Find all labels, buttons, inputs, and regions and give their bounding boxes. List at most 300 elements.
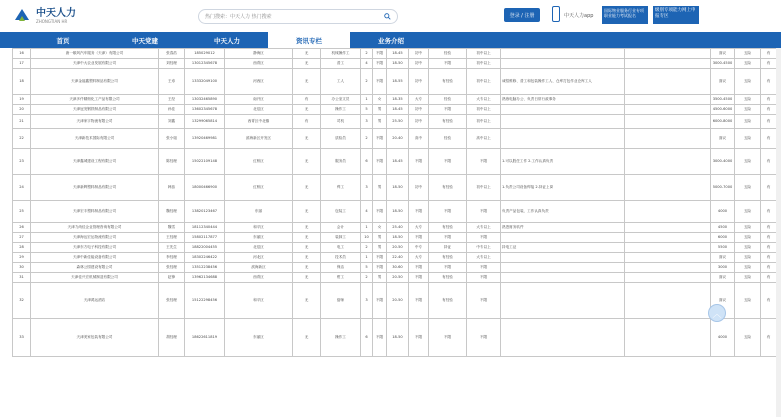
table-cell-contact: 魏经理 xyxy=(159,201,185,223)
table-cell-no: 21 xyxy=(13,115,31,129)
table-cell-num: 3 xyxy=(361,115,373,129)
table-cell-req: 大专以上 xyxy=(467,253,501,263)
table-cell-job: 办公室文员 xyxy=(321,95,361,105)
table-cell-num: 3 xyxy=(361,175,373,201)
table-cell-desc xyxy=(501,253,625,263)
table-cell-exp: 经验 xyxy=(429,95,467,105)
table-row xyxy=(13,95,777,105)
table-cell-yes: 有 xyxy=(761,95,777,105)
table-cell-phone: 18000466900 xyxy=(185,175,225,201)
main-nav xyxy=(0,32,781,48)
table-cell-blank xyxy=(625,243,711,253)
table-cell-pay: 面议 xyxy=(711,253,735,263)
table-cell-sex: 不限 xyxy=(373,283,387,319)
table-cell-desc xyxy=(501,233,625,243)
table-cell-phone: 15122298456 xyxy=(185,283,225,319)
table-cell-flag: 无 xyxy=(293,59,321,69)
table-cell-addr: 西青区 xyxy=(225,273,293,283)
table-cell-job: 厨师 xyxy=(321,283,361,319)
nav-business[interactable]: 业务介绍 xyxy=(378,36,404,45)
table-row xyxy=(13,283,777,319)
search-icon[interactable] xyxy=(384,13,391,20)
table-row xyxy=(13,263,777,273)
table-cell-age: 18-45 xyxy=(387,105,409,115)
table-cell-desc xyxy=(501,283,625,319)
table-cell-exp: 经验 xyxy=(429,129,467,149)
table-cell-pay: 面议 xyxy=(711,69,735,95)
table-cell-age: 18-45 xyxy=(387,149,409,175)
table-cell-job: 包装工 xyxy=(321,201,361,223)
table-cell-flag2: 五险 xyxy=(735,273,761,283)
table-cell-job: 焊工 xyxy=(321,175,361,201)
table-cell-req: 初中以上 xyxy=(467,105,501,115)
table-cell-sex: 不限 xyxy=(373,49,387,59)
table-cell-flag2: 五险 xyxy=(735,49,761,59)
site-logo[interactable] xyxy=(12,6,122,26)
table-cell-yes: 有 xyxy=(761,319,777,357)
table-cell-num: 4 xyxy=(361,201,373,223)
table-cell-num: 2 xyxy=(361,273,373,283)
exam-banner[interactable]: 国际物业服务行业专项职业能力考试报名 xyxy=(602,6,648,24)
table-cell-exp: 有经验 xyxy=(429,69,467,95)
table-cell-company: 天津多仟精细化工产品有限公司 xyxy=(31,95,159,105)
table-cell-exp: 不限 xyxy=(429,201,467,223)
table-cell-edu: 高中 xyxy=(409,129,429,149)
table-cell-addr: 东丽区 xyxy=(225,319,293,357)
table-cell-phone: 185029012 xyxy=(185,49,225,59)
table-cell-exp: 有经验 xyxy=(429,253,467,263)
table-cell-sex: 男 xyxy=(373,273,387,283)
table-cell-addr: 河北区 xyxy=(225,253,293,263)
table-cell-flag2: 五险 xyxy=(735,95,761,105)
table-cell-pay: 3000-4000 xyxy=(711,149,735,175)
table-cell-edu: 中专 xyxy=(409,243,429,253)
table-row xyxy=(13,115,777,129)
table-row xyxy=(13,201,777,223)
table-cell-job: 质检员 xyxy=(321,129,361,149)
table-cell-sex: 不限 xyxy=(373,59,387,69)
table-row xyxy=(13,49,777,59)
table-cell-exp: 有经验 xyxy=(429,273,467,283)
table-cell-sex: 不限 xyxy=(373,129,387,149)
table-cell-no: 28 xyxy=(13,243,31,253)
table-cell-job: 服务员 xyxy=(321,149,361,175)
table-cell-req: 不限 xyxy=(467,233,501,243)
table-cell-flag2: 五险 xyxy=(735,283,761,319)
table-cell-no: 29 xyxy=(13,253,31,263)
table-row xyxy=(13,175,777,201)
table-cell-contact: 张经理 xyxy=(159,283,185,319)
table-cell-req: 初中以上 xyxy=(467,49,501,59)
table-cell-no: 20 xyxy=(13,105,31,115)
table-cell-phone: 13032465890 xyxy=(185,95,225,105)
table-cell-blank xyxy=(625,105,711,115)
table-cell-blank xyxy=(625,115,711,129)
table-cell-pay: 5000-7000 xyxy=(711,175,735,201)
table-cell-addr: 西青区中北镇 xyxy=(225,115,293,129)
table-cell-exp: 有经验 xyxy=(429,175,467,201)
table-cell-pay: 3000 xyxy=(711,263,735,273)
table-cell-blank xyxy=(625,59,711,69)
table-cell-yes: 有 xyxy=(761,59,777,69)
table-cell-sex: 男 xyxy=(373,243,387,253)
table-cell-sex: 不限 xyxy=(373,263,387,273)
table-cell-blank xyxy=(625,69,711,95)
table-cell-company: 天津佳兴宏机械制造有限公司 xyxy=(31,273,159,283)
table-cell-edu: 大专 xyxy=(409,223,429,233)
table-cell-flag2: 五险 xyxy=(735,201,761,223)
table-cell-num: 1 xyxy=(361,95,373,105)
table-cell-company: 天津新辉塑料制品有限公司 xyxy=(31,175,159,201)
table-cell-job: 司机 xyxy=(321,115,361,129)
table-cell-num: 1 xyxy=(361,223,373,233)
table-cell-desc: 1.负责公司设备焊接 2.持证上岗 xyxy=(501,175,625,201)
table-cell-blank xyxy=(625,175,711,201)
table-cell-desc xyxy=(501,49,625,59)
table-cell-contact: 李经理 xyxy=(159,253,185,263)
table-cell-yes: 有 xyxy=(761,233,777,243)
table-row xyxy=(13,59,777,69)
table-cell-company: 天津鸿运酒店 xyxy=(31,283,159,319)
table-cell-addr: 西青区 xyxy=(225,59,293,69)
table-cell-pay: 4000 xyxy=(711,319,735,357)
table-cell-blank xyxy=(625,319,711,357)
table-cell-req: 不限 xyxy=(467,149,501,175)
table-cell-desc: 熟悉财务软件 xyxy=(501,223,625,233)
job-table xyxy=(12,48,776,357)
table-cell-age: 20-50 xyxy=(387,273,409,283)
table-cell-no: 22 xyxy=(13,129,31,149)
table-cell-exp: 有经验 xyxy=(429,115,467,129)
table-cell-flag2: 五险 xyxy=(735,243,761,253)
table-cell-num: 5 xyxy=(361,263,373,273)
table-cell-age: 18-55 xyxy=(387,69,409,95)
table-cell-contact: 魏雪 xyxy=(159,223,185,233)
table-cell-flag: 无 xyxy=(293,243,321,253)
table-cell-company: 天津家宇物流有限公司 xyxy=(31,115,159,129)
table-cell-edu: 不限 xyxy=(409,149,429,175)
table-cell-flag: 无 xyxy=(293,49,321,59)
table-cell-phone: 13012345678 xyxy=(185,59,225,69)
table-cell-num: 6 xyxy=(361,319,373,357)
table-cell-sex: 女 xyxy=(373,223,387,233)
table-cell-pay: 面议 xyxy=(711,49,735,59)
table-cell-age: 20-50 xyxy=(387,243,409,253)
table-cell-yes: 有 xyxy=(761,105,777,115)
table-cell-exp: 有经验 xyxy=(429,223,467,233)
table-cell-pay: 3000-4500 xyxy=(711,59,735,69)
table-cell-blank xyxy=(625,273,711,283)
table-cell-age: 22-40 xyxy=(387,253,409,263)
table-cell-blank xyxy=(625,129,711,149)
table-cell-job: 保洁 xyxy=(321,263,361,273)
table-cell-num: 5 xyxy=(361,105,373,115)
table-cell-age: 25-40 xyxy=(387,223,409,233)
table-cell-desc: 诚招维修、普工和包装操作工人、仓库打包作业仓库工人 xyxy=(501,69,625,95)
table-cell-no: 16 xyxy=(13,49,31,59)
table-cell-yes: 有 xyxy=(761,201,777,223)
table-cell-flag: 无 xyxy=(293,105,321,115)
table-cell-flag2: 五险 xyxy=(735,233,761,243)
table-cell-no: 33 xyxy=(13,319,31,357)
table-cell-contact: 张经理 xyxy=(159,263,185,273)
table-cell-exp: 不限 xyxy=(429,233,467,243)
table-cell-no: 27 xyxy=(13,233,31,243)
nav-home[interactable]: 首页 xyxy=(56,36,70,45)
table-cell-contact: 张小姐 xyxy=(159,129,185,149)
table-cell-num: 2 xyxy=(361,243,373,253)
table-cell-edu: 初中 xyxy=(409,69,429,95)
table-cell-phone: 13962134688 xyxy=(185,273,225,283)
table-cell-contact: 张春浩 xyxy=(159,49,185,59)
table-cell-req: 初中以上 xyxy=(467,175,501,201)
table-cell-contact: 王寿 xyxy=(159,69,185,95)
table-cell-flag: 无 xyxy=(293,201,321,223)
table-cell-age: 18-35 xyxy=(387,95,409,105)
table-cell-flag2: 五险 xyxy=(735,105,761,115)
table-cell-job: 装卸工 xyxy=(321,233,361,243)
table-cell-job: 操作工 xyxy=(321,105,361,115)
table-cell-req: 大专以上 xyxy=(467,223,501,233)
table-cell-desc: 熟练电脑办公、负责日常行政事务 xyxy=(501,95,625,105)
table-row xyxy=(13,105,777,115)
logo-text: 中天人力 xyxy=(36,8,76,19)
nav-news[interactable]: 资讯专栏 xyxy=(268,32,350,48)
table-cell-edu: 不限 xyxy=(409,283,429,319)
table-cell-yes: 有 xyxy=(761,115,777,129)
table-row xyxy=(13,253,777,263)
page-scrollbar[interactable] xyxy=(776,48,781,417)
search-input[interactable]: 热门搜索：中天人力 热门搜索 xyxy=(205,14,272,20)
table-cell-yes: 有 xyxy=(761,273,777,283)
table-cell-desc xyxy=(501,273,625,283)
table-cell-no: 19 xyxy=(13,95,31,105)
table-cell-exp: 有经验 xyxy=(429,283,467,319)
table-cell-sex: 不限 xyxy=(373,149,387,175)
table-cell-phone: 18112340444 xyxy=(185,223,225,233)
table-cell-req: 不限 xyxy=(467,201,501,223)
job-table-container[interactable] xyxy=(12,48,776,417)
table-cell-company: 天津宏丰塑料制品有限公司 xyxy=(31,201,159,223)
table-cell-no: 24 xyxy=(13,175,31,201)
table-cell-flag2: 五险 xyxy=(735,263,761,273)
table-cell-blank xyxy=(625,283,711,319)
table-cell-pay: 面议 xyxy=(711,129,735,149)
table-cell-desc: 1.可以胜任工作 2.工作认真负责 xyxy=(501,149,625,175)
table-cell-flag: 无 xyxy=(293,253,321,263)
phone-icon[interactable] xyxy=(552,6,560,22)
table-cell-company: 天津东方电子科技有限公司 xyxy=(31,243,159,253)
table-cell-addr: 红桥区 xyxy=(225,149,293,175)
table-cell-desc: 持电工证 xyxy=(501,243,625,253)
table-cell-desc xyxy=(501,105,625,115)
table-cell-edu: 不限 xyxy=(409,263,429,273)
table-cell-age: 18-50 xyxy=(387,59,409,69)
table-cell-age: 18-50 xyxy=(387,233,409,243)
table-cell-contact: 王先生 xyxy=(159,243,185,253)
table-cell-addr: 滨海新区开发区 xyxy=(225,129,293,149)
table-cell-addr: 红桥区 xyxy=(225,175,293,201)
table-cell-job: 电工 xyxy=(321,243,361,253)
table-cell-job: 技术员 xyxy=(321,253,361,263)
table-cell-yes: 有 xyxy=(761,283,777,319)
table-cell-edu: 初中 xyxy=(409,175,429,201)
table-cell-edu: 初中 xyxy=(409,49,429,59)
table-cell-flag: 无 xyxy=(293,273,321,283)
table-cell-flag: 无 xyxy=(293,129,321,149)
table-cell-age: 20-40 xyxy=(387,129,409,149)
table-cell-req: 初中以上 xyxy=(467,69,501,95)
table-cell-exp: 经验 xyxy=(429,49,467,59)
table-cell-phone: 13512238456 xyxy=(185,263,225,273)
table-cell-job: 机械操作工 xyxy=(321,49,361,59)
table-cell-addr: 和平区 xyxy=(225,223,293,233)
table-cell-phone: 13299065814 xyxy=(185,115,225,129)
table-cell-no: 26 xyxy=(13,223,31,233)
table-cell-company: 天津力尚佳企业管理咨询有限公司 xyxy=(31,223,159,233)
table-cell-addr: 和平区 xyxy=(225,283,293,319)
application-banner[interactable]: 级别专项能力网上申报专区 xyxy=(653,6,699,24)
table-cell-pay: 6000 xyxy=(711,233,735,243)
table-row xyxy=(13,129,777,149)
table-cell-sex: 不限 xyxy=(373,253,387,263)
table-cell-flag: 无 xyxy=(293,263,321,273)
app-label[interactable]: 中天人力app xyxy=(564,13,594,19)
table-cell-phone: 13332049100 xyxy=(185,69,225,95)
table-cell-flag2: 五险 xyxy=(735,175,761,201)
table-cell-contact: 陈经理 xyxy=(159,149,185,175)
table-cell-no: 18 xyxy=(13,69,31,95)
table-cell-phone: 18822004455 xyxy=(185,243,225,253)
table-cell-job: 钳工 xyxy=(321,273,361,283)
table-cell-no: 31 xyxy=(13,273,31,283)
table-cell-pay: 4000 xyxy=(711,201,735,223)
table-cell-blank xyxy=(625,253,711,263)
table-cell-addr: 东丽区 xyxy=(225,233,293,243)
table-cell-sex: 女 xyxy=(373,95,387,105)
table-cell-req: 不限 xyxy=(467,319,501,357)
login-button[interactable]: 登录 / 注册 xyxy=(504,8,540,22)
table-cell-num: 1 xyxy=(361,253,373,263)
table-cell-pay: 面议 xyxy=(711,273,735,283)
table-cell-age: 20-50 xyxy=(387,283,409,319)
table-cell-addr: 北辰区 xyxy=(225,243,293,253)
table-cell-no: 17 xyxy=(13,59,31,69)
table-cell-edu: 大专 xyxy=(409,253,429,263)
nav-hr[interactable]: 中天人力 xyxy=(214,36,240,45)
table-cell-job: 会计 xyxy=(321,223,361,233)
table-cell-age: 18-45 xyxy=(387,49,409,59)
back-to-top-button[interactable] xyxy=(708,304,726,322)
table-cell-req: 不限 xyxy=(467,273,501,283)
table-cell-phone: 15022109148 xyxy=(185,149,225,175)
table-cell-contact: 王经 xyxy=(159,95,185,105)
table-cell-exp: 不限 xyxy=(429,319,467,357)
table-cell-no: 23 xyxy=(13,149,31,175)
table-cell-contact: 韩蕊 xyxy=(159,175,185,201)
table-cell-contact: 赵锋 xyxy=(159,273,185,283)
table-cell-flag2: 五险 xyxy=(735,149,761,175)
table-cell-exp: 不限 xyxy=(429,149,467,175)
table-cell-flag2: 五险 xyxy=(735,319,761,357)
table-cell-blank xyxy=(625,95,711,105)
table-cell-contact: 王经理 xyxy=(159,233,185,243)
table-cell-yes: 有 xyxy=(761,263,777,273)
table-cell-desc: 负责产品包装，工作认真负责 xyxy=(501,201,625,223)
table-cell-job: 操作工 xyxy=(321,319,361,357)
job-table-body xyxy=(13,49,777,357)
table-cell-pay: 5500 xyxy=(711,243,735,253)
table-cell-addr: 东丽 xyxy=(225,201,293,223)
table-cell-edu: 不限 xyxy=(409,319,429,357)
table-cell-yes: 有 xyxy=(761,223,777,233)
table-cell-edu: 初中 xyxy=(409,105,429,115)
table-cell-blank xyxy=(625,201,711,223)
table-cell-addr: 静海区 xyxy=(225,49,293,59)
table-cell-req: 中专以上 xyxy=(467,243,501,253)
table-cell-yes: 有 xyxy=(761,253,777,263)
table-cell-sex: 男 xyxy=(373,105,387,115)
table-cell-phone: 18302246422 xyxy=(185,253,225,263)
table-cell-addr: 滨海新区 xyxy=(225,263,293,273)
table-cell-sex: 男 xyxy=(373,115,387,129)
table-cell-blank xyxy=(625,223,711,233)
table-cell-contact: 刘经理 xyxy=(159,59,185,69)
table-cell-pay: 3500-4500 xyxy=(711,95,735,105)
table-cell-desc xyxy=(501,115,625,129)
table-cell-phone: 13820123467 xyxy=(185,201,225,223)
table-cell-phone: 13920469981 xyxy=(185,129,225,149)
table-cell-num: 3 xyxy=(361,283,373,319)
table-cell-req: 不限 xyxy=(467,263,501,273)
table-cell-no: 25 xyxy=(13,201,31,223)
table-cell-flag: 无 xyxy=(293,233,321,243)
table-cell-phone: 15802117877 xyxy=(185,233,225,243)
table-cell-flag2: 五险 xyxy=(735,223,761,233)
logo-icon xyxy=(12,6,32,26)
table-cell-age: 18-50 xyxy=(387,319,409,357)
table-cell-pay: 面议 xyxy=(711,283,735,319)
table-cell-blank xyxy=(625,263,711,273)
table-cell-blank xyxy=(625,49,711,59)
table-cell-edu: 初中 xyxy=(409,115,429,129)
table-cell-yes: 有 xyxy=(761,129,777,149)
table-cell-edu: 不限 xyxy=(409,233,429,243)
table-cell-flag2: 五险 xyxy=(735,129,761,149)
table-cell-age: 25-50 xyxy=(387,115,409,129)
table-cell-company: 天津美家包装有限公司 xyxy=(31,319,159,357)
nav-party[interactable]: 中天党建 xyxy=(132,36,158,45)
table-cell-age: 18-50 xyxy=(387,175,409,201)
table-cell-addr: 南开区 xyxy=(225,95,293,105)
table-row xyxy=(13,243,777,253)
table-cell-flag: 有 xyxy=(293,115,321,129)
table-cell-company: 天津中大农业发展有限公司 xyxy=(31,59,159,69)
table-cell-flag2: 五险 xyxy=(735,69,761,95)
search-box[interactable] xyxy=(198,9,398,24)
table-row xyxy=(13,233,777,243)
table-cell-edu: 不限 xyxy=(409,273,429,283)
table-cell-age: 30-60 xyxy=(387,263,409,273)
table-cell-pay: 6000-8000 xyxy=(711,115,735,129)
table-cell-flag: 无 xyxy=(293,223,321,233)
table-cell-company: 天津冠发钢铁制品有限公司 xyxy=(31,105,159,115)
table-cell-contact: 刘鑫 xyxy=(159,115,185,129)
table-cell-sex: 不限 xyxy=(373,69,387,95)
table-cell-no: 30 xyxy=(13,263,31,273)
table-cell-flag2: 五险 xyxy=(735,59,761,69)
table-cell-company: 森林公园建设有限公司 xyxy=(31,263,159,273)
